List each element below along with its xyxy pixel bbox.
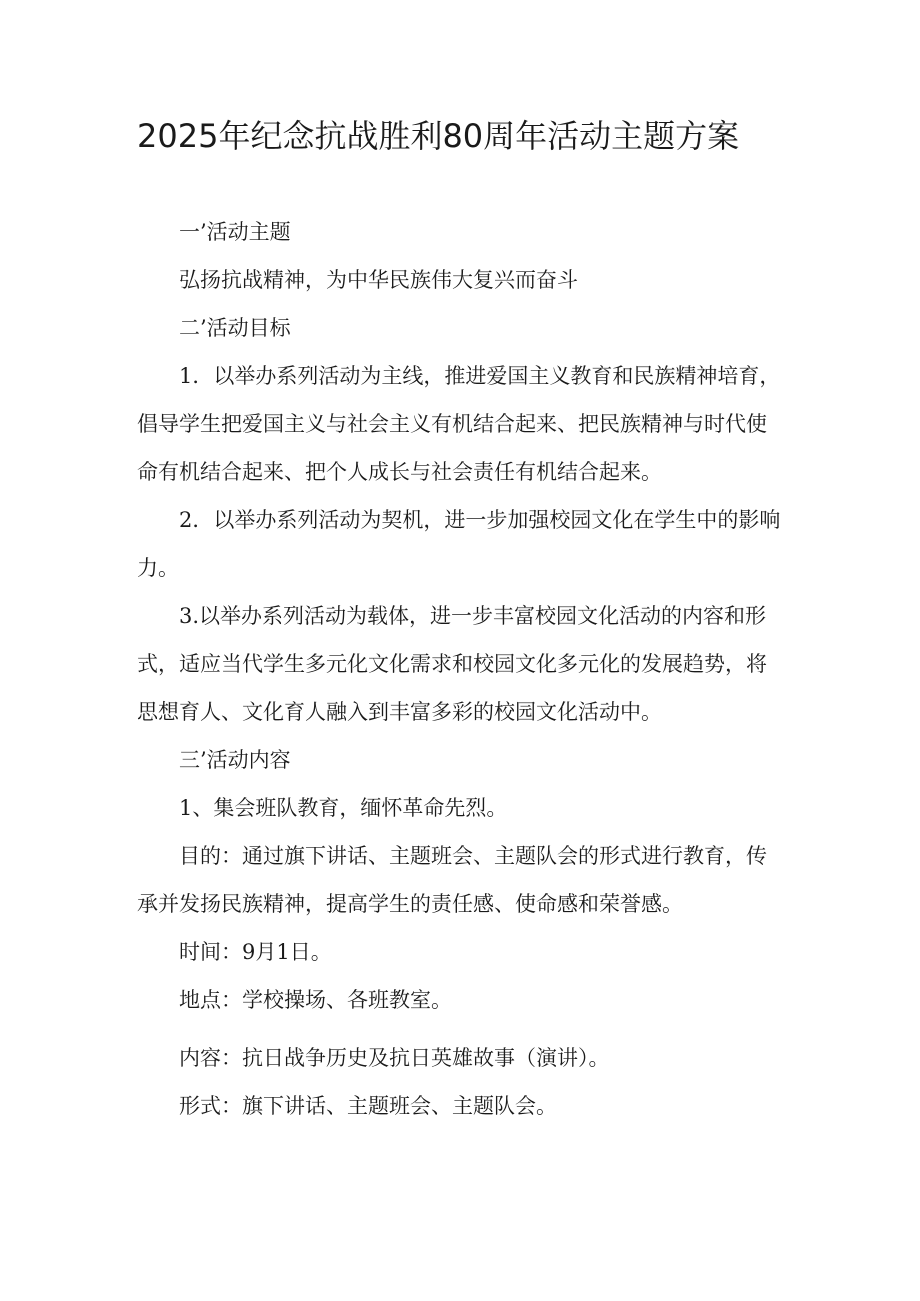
- goal-item-1: 1．以举办系列活动为主线，推进爱国主义教育和民族精神培育，倡导学生把爱国主义与社会主义有机结合起来、把民族精神与时代使命有机结合起来、把个人成长与社会责任有机结合起来。: [137, 364, 781, 484]
- content-text: 内容：抗日战争历史及抗日英雄故事（演讲）。: [179, 1046, 610, 1070]
- format-text: 形式：旗下讲话、主题班会、主题队会。: [179, 1094, 557, 1118]
- location-text: 地点：学校操场、各班教室。: [179, 988, 452, 1012]
- section-heading-goals: 二’活动目标: [179, 316, 291, 340]
- document-title: 2025年纪念抗战胜利80周年活动主题方案: [137, 117, 740, 155]
- document-body: [137, 208, 787, 1130]
- theme-text: 弘扬抗战精神，为中华民族伟大复兴而奋斗: [179, 268, 578, 292]
- goal-item-2: 2．以举办系列活动为契机，进一步加强校园文化在学生中的影响力。: [137, 508, 781, 580]
- goal-item-3: 3.以举办系列活动为载体，进一步丰富校园文化活动的内容和形式，适应当代学生多元化文化需求和校园文化多元化的发展趋势，将思想育人、文化育人融入到丰富多彩的校园文化活动中。: [137, 604, 767, 724]
- section-heading-content: 三’活动内容: [179, 748, 291, 772]
- section-heading-theme: 一’活动主题: [179, 220, 291, 244]
- time-text: 时间：9月1日。: [179, 940, 332, 964]
- purpose-text: 目的：通过旗下讲话、主题班会、主题队会的形式进行教育，传承并发扬民族精神，提高学生的责任感、使命感和荣誉感。: [137, 844, 767, 916]
- content-item-1: 1、集会班队教育，缅怀革命先烈。: [179, 796, 508, 820]
